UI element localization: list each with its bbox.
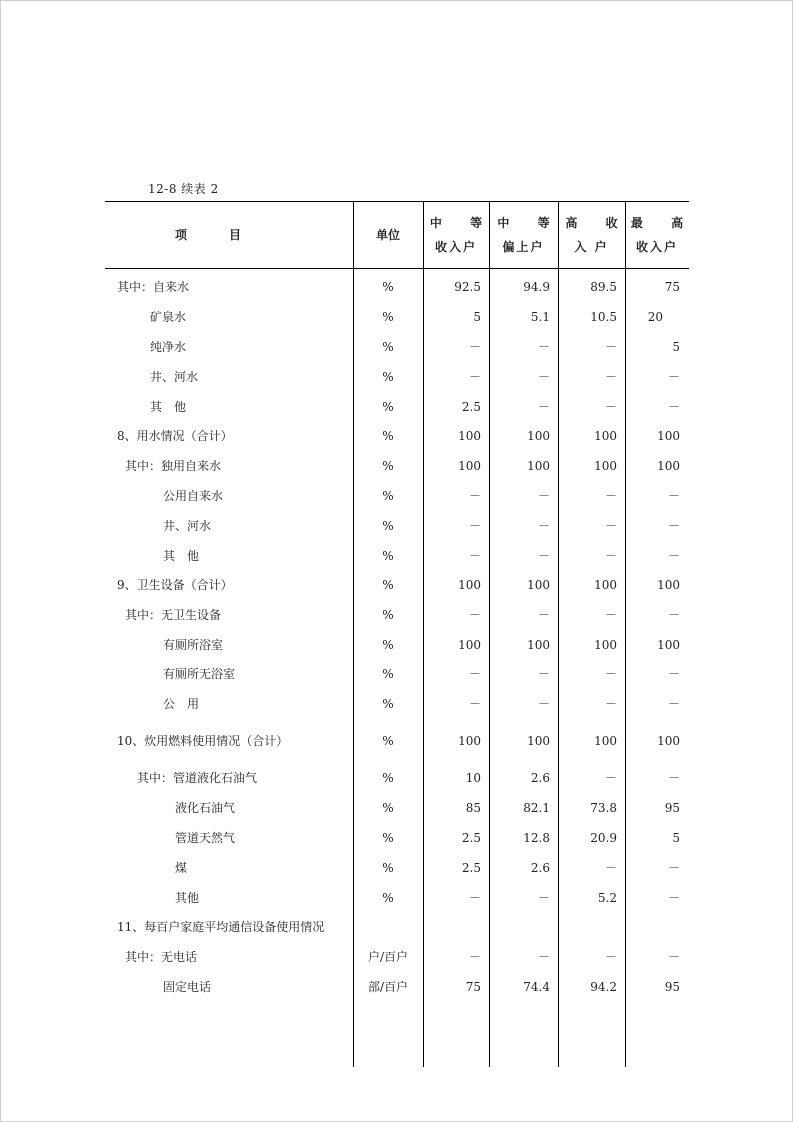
column-divider: [423, 202, 424, 268]
table-body: [105, 269, 689, 1067]
table-row: [105, 828, 689, 848]
cell-upper-middle-income: 2.6: [530, 771, 550, 785]
cell-upper-middle-income: －: [537, 340, 550, 354]
cell-middle-income: 75: [465, 980, 481, 994]
table-row: [105, 664, 689, 684]
cell-upper-middle-income: －: [537, 370, 550, 384]
cell-upper-middle-income: 100: [527, 638, 550, 652]
cell-highest-income: －: [667, 771, 680, 785]
cell-highest-income: 100: [657, 734, 680, 748]
cell-upper-middle-income: 82.1: [523, 801, 550, 815]
cell-high-income: 100: [594, 734, 617, 748]
cell-highest-income: －: [667, 861, 680, 875]
table-row: [105, 947, 689, 967]
row-label: 纯净水: [150, 340, 187, 354]
cell-high-income: －: [604, 667, 617, 681]
cell-highest-income: 5: [672, 340, 680, 354]
cell-highest-income: 75: [664, 280, 680, 294]
cell-highest-income: －: [667, 891, 680, 905]
table-row: [105, 546, 689, 566]
row-unit: %: [382, 891, 394, 905]
row-unit: %: [382, 638, 394, 652]
cell-high-income: 20.9: [590, 831, 617, 845]
cell-upper-middle-income: 12.8: [523, 831, 550, 845]
cell-middle-income: －: [468, 697, 481, 711]
table-row: [105, 605, 689, 625]
cell-highest-income: －: [667, 950, 680, 964]
header-highest-income-line1: 最 高: [630, 216, 696, 230]
cell-highest-income: －: [667, 519, 680, 533]
cell-high-income: 89.5: [590, 280, 617, 294]
row-unit: %: [382, 608, 394, 622]
table-row: [105, 731, 689, 751]
cell-upper-middle-income: －: [537, 697, 550, 711]
cell-middle-income: 100: [458, 459, 481, 473]
cell-upper-middle-income: 100: [527, 459, 550, 473]
header-unit: 单位: [375, 228, 400, 242]
row-unit: %: [382, 801, 394, 815]
cell-upper-middle-income: －: [537, 400, 550, 414]
cell-high-income: 100: [594, 429, 617, 443]
row-label: 煤: [175, 861, 188, 875]
cell-middle-income: －: [468, 608, 481, 622]
cell-middle-income: 5: [473, 310, 481, 324]
cell-high-income: －: [604, 519, 617, 533]
cell-middle-income: －: [468, 489, 481, 503]
cell-highest-income: －: [667, 400, 680, 414]
header-high-income-line2: 入 户: [574, 240, 609, 254]
cell-highest-income: －: [667, 489, 680, 503]
row-unit: %: [382, 519, 394, 533]
row-unit: %: [382, 578, 394, 592]
row-label: 有厕所无浴室: [163, 667, 236, 681]
cell-upper-middle-income: －: [537, 891, 550, 905]
cell-upper-middle-income: 5.1: [530, 310, 550, 324]
header-high-income: [558, 202, 630, 268]
row-label: 井、河水: [150, 370, 199, 384]
row-label: 其中：无电话: [125, 950, 198, 964]
cell-middle-income: 100: [458, 429, 481, 443]
table-row: [105, 307, 689, 327]
column-divider: [558, 202, 559, 268]
cell-highest-income: －: [667, 608, 680, 622]
table-row: [105, 798, 689, 818]
header-highest-income: [625, 202, 696, 268]
cell-high-income: 100: [594, 638, 617, 652]
table-row: [105, 426, 689, 446]
cell-middle-income: 10: [465, 771, 481, 785]
row-unit: %: [382, 667, 394, 681]
cell-middle-income: 100: [458, 734, 481, 748]
cell-middle-income: 100: [458, 638, 481, 652]
cell-highest-income: 95: [664, 801, 680, 815]
cell-upper-middle-income: 74.4: [523, 980, 550, 994]
row-unit: %: [382, 861, 394, 875]
row-unit: %: [382, 459, 394, 473]
cell-middle-income: －: [468, 549, 481, 563]
cell-highest-income: －: [667, 370, 680, 384]
cell-highest-income: －: [667, 697, 680, 711]
row-label: 其中：自来水: [117, 280, 190, 294]
table-header: [105, 201, 696, 269]
table-row: [105, 768, 689, 788]
cell-high-income: 100: [594, 459, 617, 473]
row-unit: %: [382, 771, 394, 785]
cell-middle-income: 2.5: [461, 400, 481, 414]
header-upper-middle-income: [489, 202, 562, 268]
row-label: 其 他: [163, 549, 200, 563]
cell-upper-middle-income: 100: [527, 734, 550, 748]
cell-high-income: 100: [594, 578, 617, 592]
cell-high-income: －: [604, 697, 617, 711]
row-unit: 部/百户: [367, 980, 409, 994]
row-label: 其他: [175, 891, 200, 905]
table-row: [105, 694, 689, 714]
row-label: 其中：无卫生设备: [125, 608, 222, 622]
cell-high-income: 73.8: [590, 801, 617, 815]
cell-upper-middle-income: －: [537, 519, 550, 533]
table-row: [105, 397, 689, 417]
cell-middle-income: －: [468, 340, 481, 354]
table-row: [105, 635, 689, 655]
cell-upper-middle-income: －: [537, 549, 550, 563]
row-unit: %: [382, 400, 394, 414]
header-middle-income: [423, 202, 495, 268]
cell-highest-income: 100: [657, 459, 680, 473]
row-label: 固定电话: [163, 980, 212, 994]
cell-upper-middle-income: －: [537, 950, 550, 964]
cell-high-income: －: [604, 861, 617, 875]
cell-middle-income: 85: [465, 801, 481, 815]
row-unit: 户/百户: [367, 950, 409, 964]
row-unit: %: [382, 370, 394, 384]
row-label: 有厕所浴室: [163, 638, 224, 652]
row-unit: %: [382, 310, 394, 324]
row-unit: %: [382, 489, 394, 503]
header-middle-income-line1: 中 等: [429, 216, 495, 230]
row-unit: %: [382, 429, 394, 443]
cell-highest-income: 100: [657, 429, 680, 443]
cell-highest-income: －: [667, 549, 680, 563]
column-divider: [353, 202, 354, 268]
column-divider: [489, 202, 490, 268]
cell-middle-income: －: [468, 891, 481, 905]
header-item: 项目: [174, 228, 283, 242]
header-upper-middle-income-line1: 中 等: [497, 216, 562, 230]
table-row: [105, 456, 689, 476]
row-label: 矿泉水: [150, 310, 187, 324]
table-row: [105, 277, 689, 297]
cell-high-income: 10.5: [590, 310, 617, 324]
table-caption: 12-8 续表 2: [148, 182, 219, 196]
header-high-income-line1: 高 收: [565, 216, 630, 230]
cell-middle-income: 2.5: [461, 861, 481, 875]
table-row: [105, 516, 689, 536]
cell-highest-income: 100: [657, 578, 680, 592]
table-row: [105, 337, 689, 357]
cell-upper-middle-income: 2.6: [530, 861, 550, 875]
table-row: [105, 367, 689, 387]
header-middle-income-line2: 收入户: [434, 240, 477, 254]
row-label: 其 他: [150, 400, 187, 414]
table-row: [105, 977, 689, 997]
cell-middle-income: 2.5: [461, 831, 481, 845]
cell-high-income: －: [604, 489, 617, 503]
header-upper-middle-income-line2: 偏上户: [502, 240, 545, 254]
row-label: 公用自来水: [163, 489, 224, 503]
cell-upper-middle-income: 100: [527, 429, 550, 443]
cell-middle-income: 92.5: [454, 280, 481, 294]
cell-middle-income: －: [468, 370, 481, 384]
row-label: 其中：独用自来水: [125, 459, 222, 473]
row-unit: %: [382, 697, 394, 711]
cell-upper-middle-income: －: [537, 608, 550, 622]
row-unit: %: [382, 549, 394, 563]
table-row: [105, 486, 689, 506]
header-highest-income-line2: 收入户: [635, 240, 678, 254]
cell-middle-income: －: [468, 667, 481, 681]
row-unit: %: [382, 734, 394, 748]
cell-highest-income: 5: [672, 831, 680, 845]
cell-highest-income: 20: [647, 310, 663, 324]
table-row: [105, 858, 689, 878]
row-label: 8、用水情况（合计）: [117, 429, 233, 443]
cell-high-income: －: [604, 340, 617, 354]
cell-high-income: 94.2: [590, 980, 617, 994]
cell-high-income: －: [604, 950, 617, 964]
cell-high-income: －: [604, 400, 617, 414]
statistics-table: [105, 201, 696, 1067]
row-label: 液化石油气: [175, 801, 236, 815]
cell-middle-income: －: [468, 519, 481, 533]
row-label: 9、卫生设备（合计）: [117, 578, 233, 592]
cell-high-income: －: [604, 549, 617, 563]
row-label: 井、河水: [163, 519, 212, 533]
row-unit: %: [382, 831, 394, 845]
cell-upper-middle-income: 94.9: [523, 280, 550, 294]
row-unit: %: [382, 340, 394, 354]
table-row: [105, 917, 689, 937]
cell-high-income: 5.2: [597, 891, 617, 905]
cell-highest-income: 100: [657, 638, 680, 652]
row-label: 管道天然气: [175, 831, 236, 845]
row-label: 其中：管道液化石油气: [137, 771, 258, 785]
cell-high-income: －: [604, 608, 617, 622]
cell-upper-middle-income: 100: [527, 578, 550, 592]
row-label: 公 用: [163, 697, 200, 711]
table-row: [105, 575, 689, 595]
cell-high-income: －: [604, 771, 617, 785]
cell-upper-middle-income: －: [537, 667, 550, 681]
cell-highest-income: 95: [664, 980, 680, 994]
column-divider: [625, 202, 626, 268]
table-row: [105, 888, 689, 908]
cell-middle-income: －: [468, 950, 481, 964]
cell-highest-income: －: [667, 667, 680, 681]
cell-high-income: －: [604, 370, 617, 384]
row-label: 10、炊用燃料使用情况（合计）: [117, 734, 289, 748]
row-label: 11、每百户家庭平均通信设备使用情况: [117, 920, 325, 934]
row-unit: %: [382, 280, 394, 294]
cell-upper-middle-income: －: [537, 489, 550, 503]
cell-middle-income: 100: [458, 578, 481, 592]
